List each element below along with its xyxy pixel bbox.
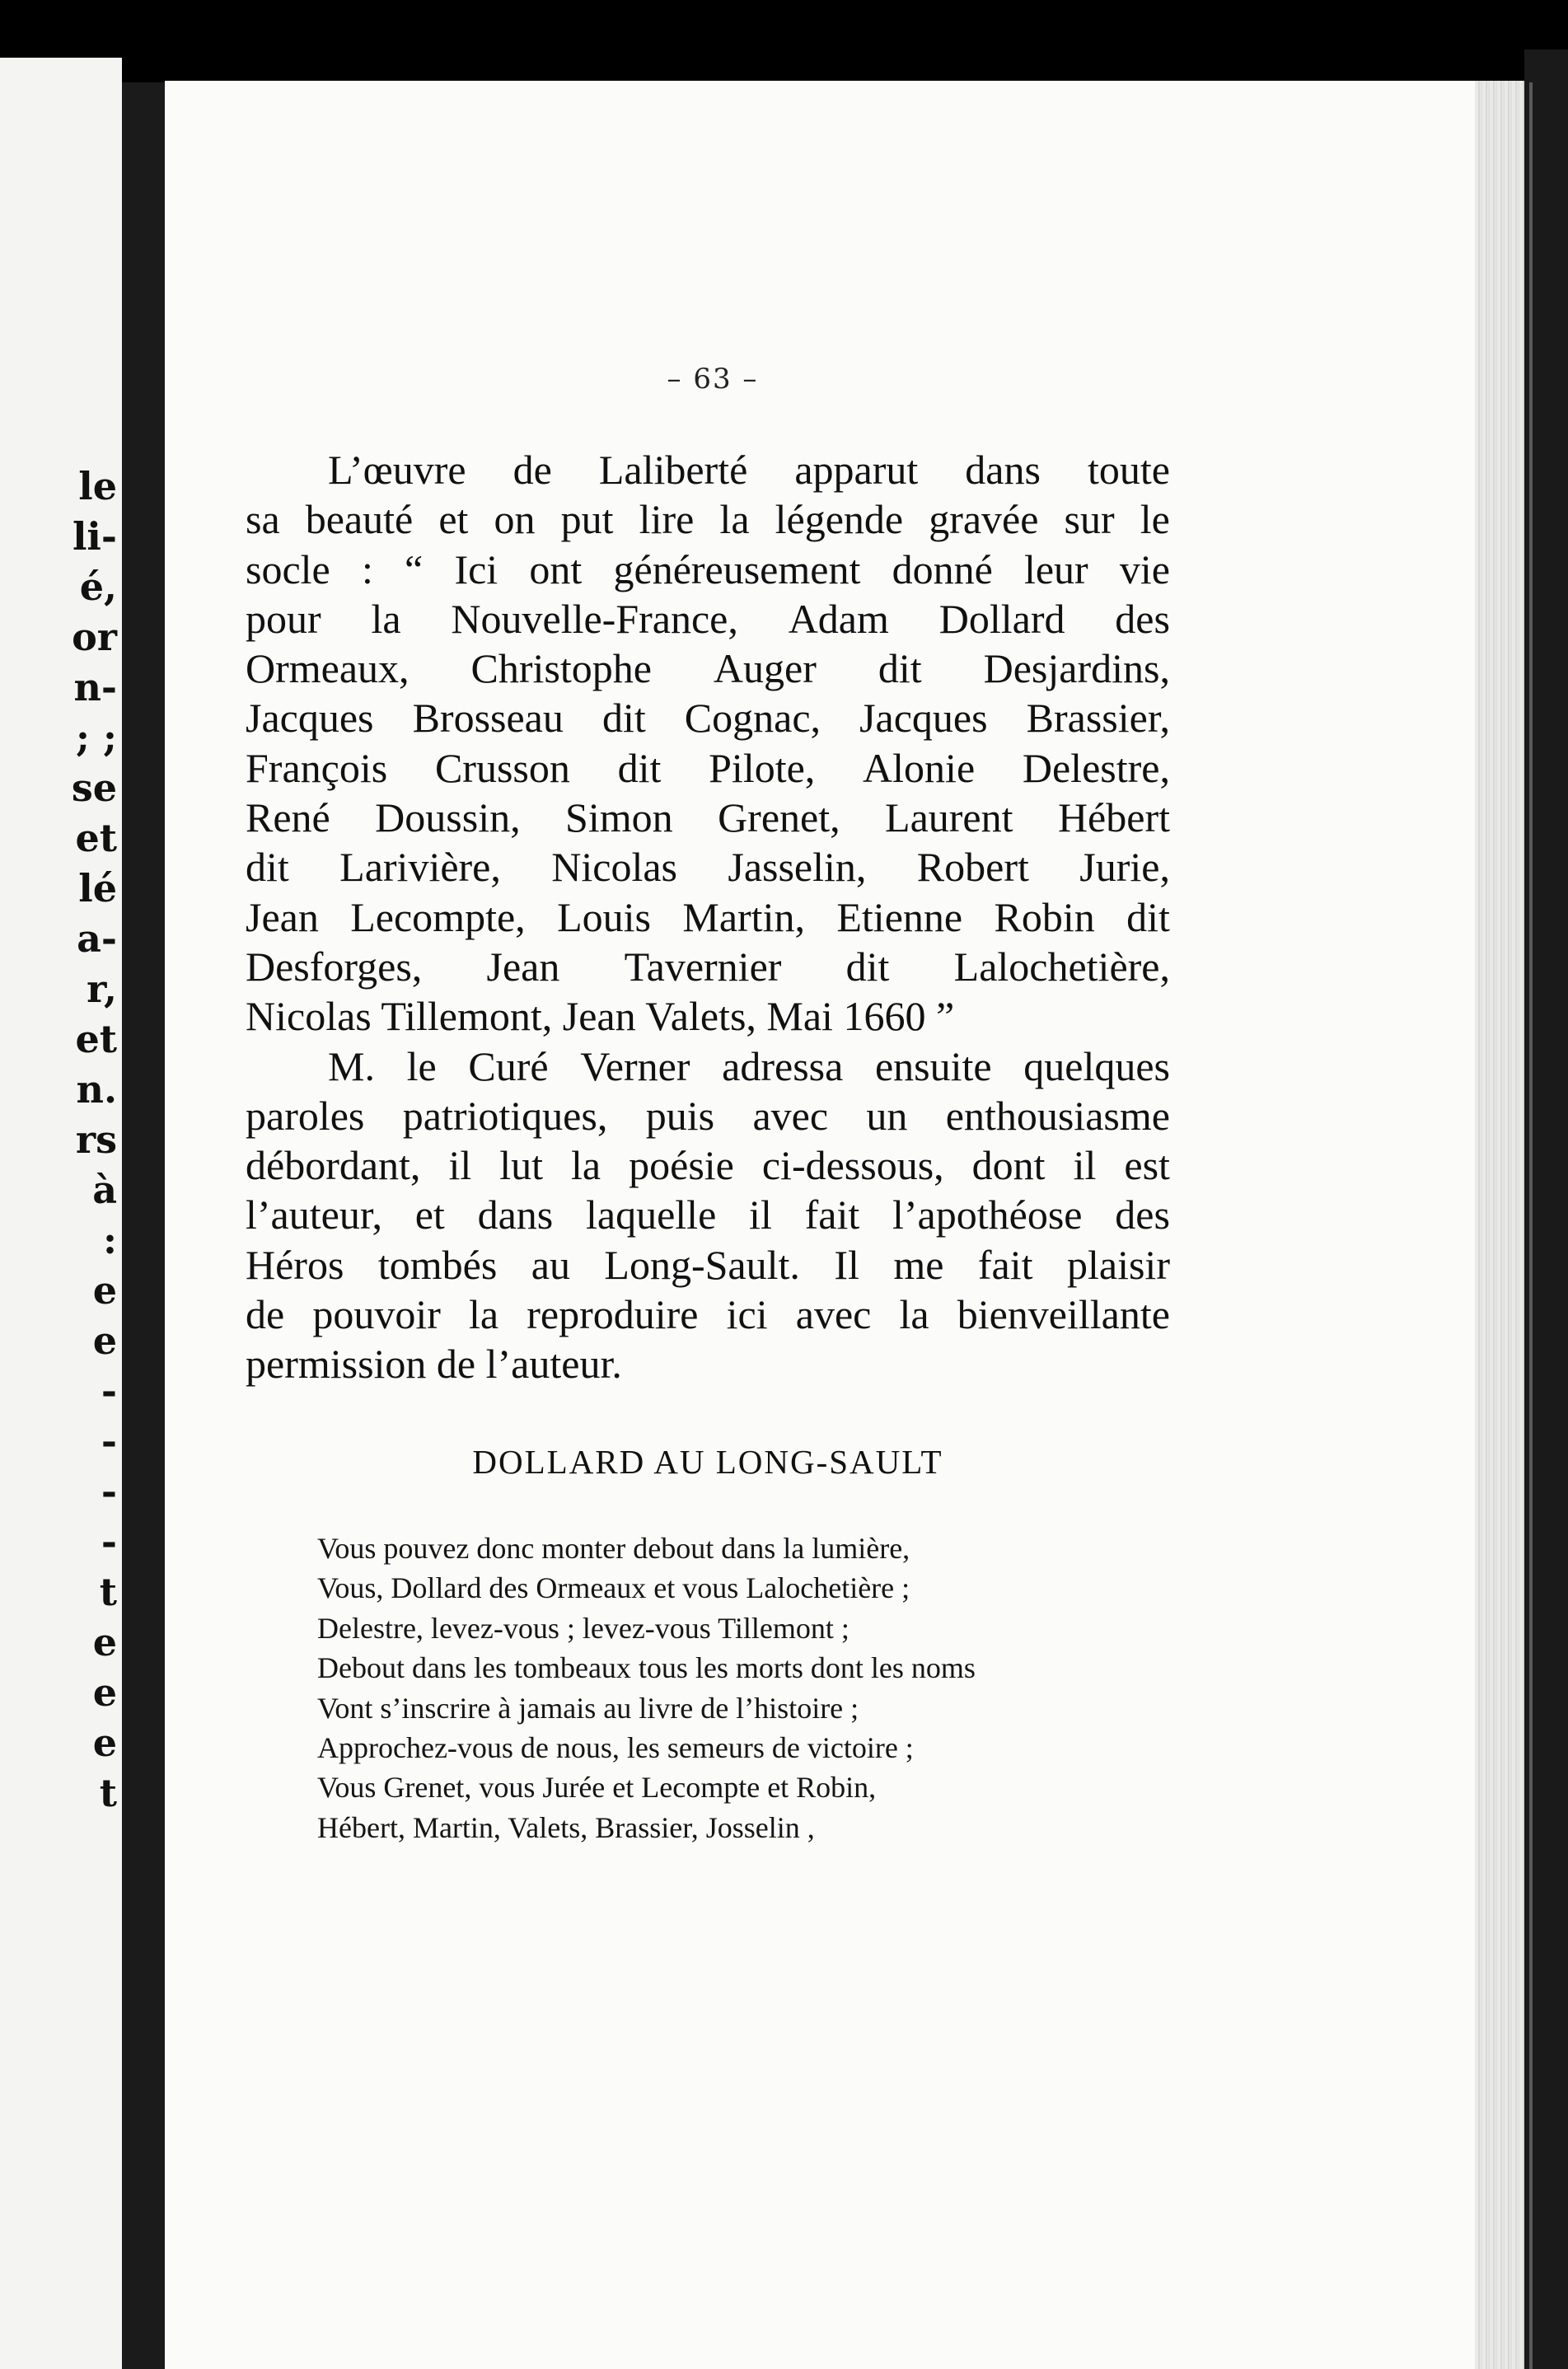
text-line: Desforges, Jean Tavernier dit Lalochetière, — [246, 943, 1170, 990]
poem-line: Vous Grenet, vous Jurée et Lecompte et Robin, — [317, 1771, 877, 1805]
poem-title: DOLLARD AU LONG-SAULT — [472, 1443, 943, 1481]
text-line: François Crusson dit Pilote, Alonie Delestre, — [246, 744, 1170, 791]
text-line: de pouvoir la reproduire ici avec la bienveillante — [246, 1291, 1170, 1338]
facing-page-fragment: - — [101, 1369, 117, 1413]
facing-page-fragment: a- — [77, 916, 117, 961]
text-line: Héros tombés au Long-Sault. Il me fait plaisir — [246, 1241, 1170, 1288]
text-line: permission de l’auteur. — [246, 1341, 622, 1388]
facing-page-fragment: n- — [73, 665, 117, 709]
facing-page-left — [0, 58, 122, 2369]
text-line: socle : “ Ici ont généreusement donné leur vie — [246, 545, 1170, 592]
facing-page-text-fragments — [72, 461, 117, 1819]
poem-line: Hébert, Martin, Valets, Brassier, Josselin , — [317, 1810, 815, 1844]
page-block-edge — [1475, 81, 1524, 2369]
facing-page-fragment: le — [78, 464, 117, 508]
facing-page-fragment: e — [92, 1721, 117, 1765]
poem-line: Vont s’inscrire à jamais au livre de l’histoire ; — [317, 1691, 859, 1725]
book-gutter — [122, 82, 165, 2369]
text-line: Nicolas Tillemont, Jean Valets, Mai 1660 ” — [246, 993, 955, 1040]
facing-page-fragment: e — [92, 1318, 117, 1363]
facing-page-fragment: e — [92, 1620, 117, 1664]
facing-page-fragment: - — [101, 1469, 117, 1514]
poem-line: Delestre, levez-vous ; levez-vous Tillemont ; — [317, 1611, 850, 1645]
text-line: débordant, il lut la poésie ci-dessous, dont il est — [246, 1142, 1170, 1189]
poem-line: Debout dans les tombeaux tous les morts dont les noms — [317, 1651, 976, 1685]
facing-page-fragment: é, — [79, 564, 117, 609]
facing-page-fragment: - — [101, 1519, 117, 1564]
text-line: dit Larivière, Nicolas Jasselin, Robert Jurie, — [246, 844, 1170, 891]
facing-page-fragment: e — [92, 1268, 117, 1313]
paragraph-inscription — [246, 445, 1170, 1042]
text-line: l’auteur, et dans laquelle il fait l’apothéose des — [246, 1192, 1170, 1238]
poem-line: Vous, Dollard des Ormeaux et vous Lalochetière ; — [317, 1571, 910, 1605]
body-text — [246, 445, 1170, 1389]
text-line: Jacques Brosseau dit Cognac, Jacques Brassier, — [246, 695, 1170, 742]
text-line: René Doussin, Simon Grenet, Laurent Hébert — [246, 794, 1170, 841]
poem-line: Approchez-vous de nous, les semeurs de victoire ; — [317, 1730, 914, 1764]
text-line: M. le Curé Verner adressa ensuite quelques — [328, 1042, 1170, 1089]
facing-page-fragment: ; ; — [76, 715, 117, 760]
text-line: sa beauté et on put lire la légende gravée sur le — [246, 496, 1170, 543]
facing-page-fragment: - — [101, 1419, 117, 1463]
facing-page-fragment: et — [75, 1017, 117, 1061]
facing-page-fragment: n. — [76, 1067, 117, 1112]
text-line: L’œuvre de Laliberté apparut dans toute — [328, 447, 1170, 493]
poem-stanza — [317, 1529, 1174, 1847]
facing-page-fragment: or — [72, 615, 117, 659]
facing-page-fragment: li- — [72, 514, 117, 559]
page-number: – 63 – — [667, 363, 759, 396]
facing-page-fragment: rs — [75, 1117, 117, 1162]
text-line: Jean Lecompte, Louis Martin, Etienne Robin dit — [246, 893, 1170, 940]
facing-page-fragment: à — [92, 1168, 117, 1212]
text-line: Ormeaux, Christophe Auger dit Desjardins, — [246, 645, 1170, 692]
text-line: paroles patriotiques, puis avec un enthousiasme — [246, 1092, 1170, 1139]
text-line: pour la Nouvelle-France, Adam Dollard des — [246, 595, 1170, 642]
facing-page-fragment: r, — [87, 967, 117, 1011]
facing-page-fragment: lé — [78, 866, 117, 911]
poem-line: Vous pouvez donc monter debout dans la lumière, — [317, 1532, 910, 1565]
cover-line — [1529, 82, 1533, 2369]
facing-page-fragment: se — [71, 765, 117, 810]
facing-page-fragment: t — [99, 1771, 117, 1815]
paragraph-cure-verner — [246, 1042, 1170, 1389]
facing-page-fragment: t — [99, 1570, 117, 1614]
facing-page-fragment: e — [92, 1670, 117, 1715]
facing-page-fragment: et — [75, 816, 117, 860]
facing-page-fragment: : — [103, 1218, 117, 1262]
